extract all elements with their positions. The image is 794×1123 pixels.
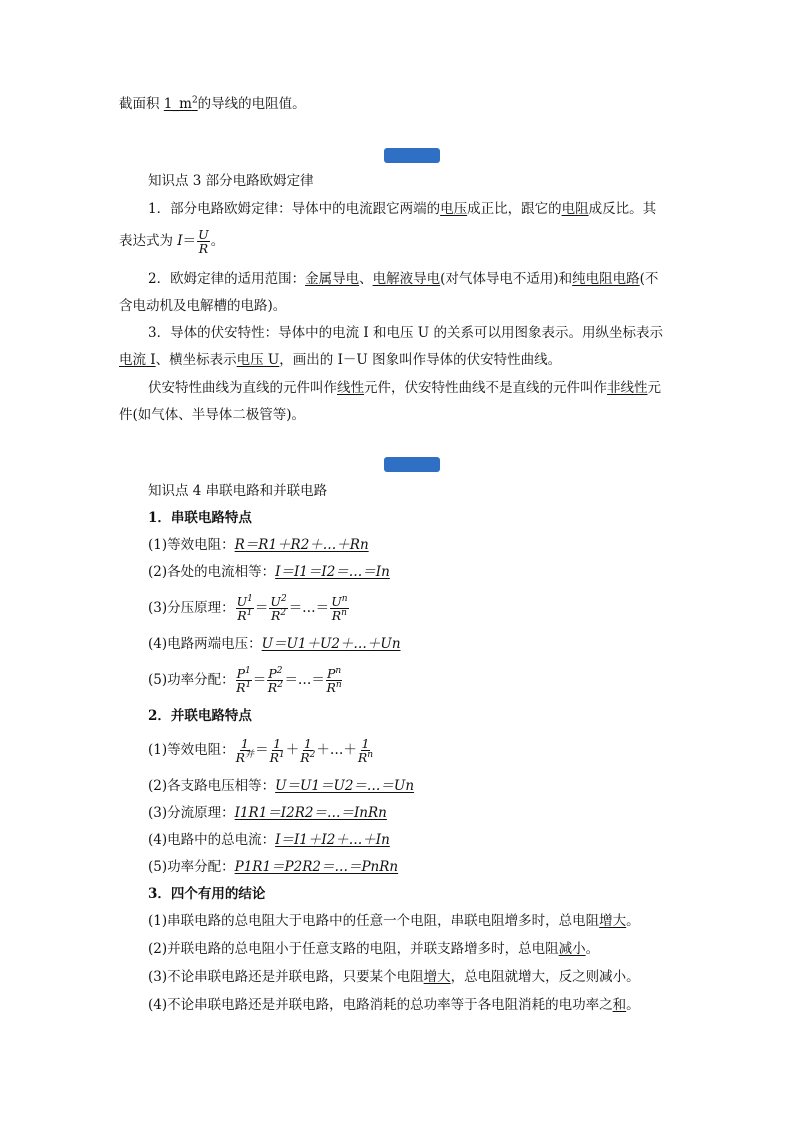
iv-characteristic-paragraph-cont: 电流 I、横坐标表示电压 U，画出的 I－U 图象叫作导体的伏安特性曲线。 — [119, 352, 562, 368]
conclusion-4: (4)不论串联电路还是并联电路，电路消耗的总功率等于各电阻消耗的电功率之和。 — [148, 997, 640, 1013]
parallel-item-2: (2)各支路电压相等：U＝U1＝U2＝…＝Un — [148, 778, 415, 794]
conclusions-heading: 3．四个有用的结论 — [148, 886, 266, 902]
ohm-fraction: $\frac{U}{R}$ — [198, 227, 209, 256]
ohm-scope-paragraph: 2．欧姆定律的适用范围：金属导电、电解液导电(对气体导电不适用)和纯电阻电路(不 — [148, 271, 659, 287]
conclusion-2: (2)并联电路的总电阻小于任意支路的电阻，并联支路增多时，总电阻减小。 — [148, 941, 600, 957]
series-item-1: (1)等效电阻：R＝R1＋R2＋…＋Rn — [148, 537, 369, 553]
series-item-3: (3)分压原理： $\frac{U^1}{R^1}$ ＝ $\frac{U^2}{R^2}$ ＝…＝ $\frac{U^n}{R^n}$ — [148, 593, 348, 623]
series-item-5: (5)功率分配： $\frac{P^1}{R^1}$ ＝ $\frac{P^2}{R^2}$ ＝…＝ $\frac{P^n}{R^n}$ — [148, 665, 342, 695]
linear-element-paragraph-cont: 件(如气体、半导体二极管等)。 — [119, 407, 306, 423]
series-item-4: (4)电路两端电压：U＝U1＋U2＋…＋Un — [148, 636, 401, 652]
ohm-law-formula: 表达式为 I＝ $\frac{U}{R}$ 。 — [119, 227, 225, 256]
conclusion-3: (3)不论串联电路还是并联电路，只要某个电阻增大，总电阻就增大，反之则减小。 — [148, 969, 640, 985]
section-4-title: 知识点 4 串联电路和并联电路 — [148, 483, 328, 499]
parallel-item-4: (4)电路中的总电流：I＝I1＋I2＋…＋In — [148, 832, 390, 848]
conclusion-1: (1)串联电路的总电阻大于电路中的任意一个电阻，串联电阻增多时，总电阻增大。 — [148, 913, 640, 929]
parallel-heading: 2．并联电路特点 — [148, 708, 252, 724]
ohm-scope-paragraph-cont: 含电动机及电解槽的电路)。 — [119, 298, 287, 314]
section-badge-4 — [384, 457, 440, 472]
intro-line — [119, 95, 306, 113]
intro-text: 截面积 — [119, 96, 164, 112]
parallel-item-5: (5)功率分配：P1R1＝P2R2＝…＝PnRn — [148, 859, 399, 875]
parallel-item-1: (1)等效电阻： $\frac{1}{R^并}$ ＝ $\frac{1}{R^1}$ ＋ $\frac{1}{R^2}$ ＋…＋ $\frac{1}{R^n}$ — [148, 736, 374, 765]
section-badge-3 — [384, 148, 440, 163]
intro-text-end: 的导线的电阻值。 — [197, 96, 306, 112]
linear-element-paragraph: 伏安特性曲线为直线的元件叫作线性元件，伏安特性曲线不是直线的元件叫作非线性元 — [148, 380, 661, 396]
section-3-title: 知识点 3 部分电路欧姆定律 — [148, 173, 314, 189]
ohm-law-paragraph: 1．部分电路欧姆定律：导体中的电流跟它两端的电压成正比，跟它的电阻成反比。其 — [148, 201, 657, 217]
series-heading: 1．串联电路特点 — [148, 510, 252, 526]
iv-characteristic-paragraph: 3．导体的伏安特性：导体中的电流 I 和电压 U 的关系可以用图象表示。用纵坐标表示 — [148, 325, 663, 341]
series-item-2: (2)各处的电流相等：I＝I1＝I2＝…＝In — [148, 564, 390, 580]
intro-unit: $1\_m^2$ — [163, 95, 198, 112]
parallel-item-3: (3)分流原理：I1R1＝I2R2＝…＝InRn — [148, 805, 387, 821]
